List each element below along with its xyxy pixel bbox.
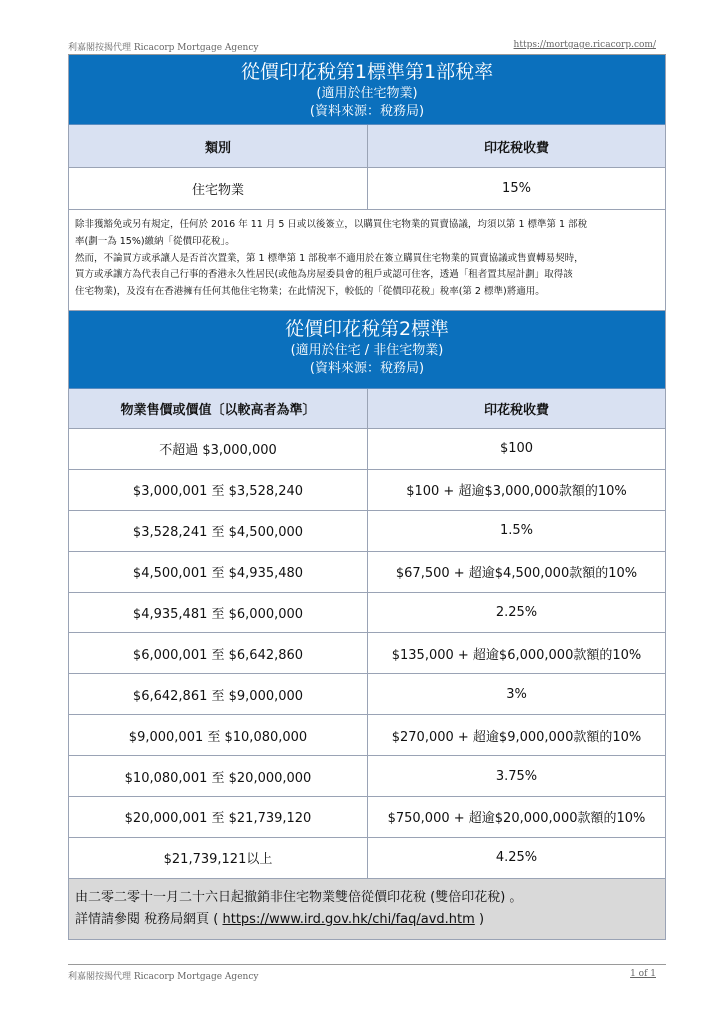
duty-cell: $100 + 超逾$3,000,000款額的10%: [367, 470, 665, 510]
duty-cell: 1.5%: [367, 511, 665, 551]
section1-subtitle: (適用於住宅物業): [316, 86, 418, 101]
table-row: [69, 838, 665, 879]
table-row: [69, 756, 665, 797]
section2-banner: [69, 311, 665, 389]
section1-note: [69, 210, 665, 311]
section1-table-header: [69, 125, 665, 168]
note-line-1: 由二零二零十一月二十六日起撤銷非住宅物業雙倍從價印花稅 (雙倍印花稅) 。: [75, 889, 523, 905]
section2-subtitle: (適用於住宅 / 非住宅物業): [290, 343, 444, 358]
value-range-cell: $3,528,241 至 $4,500,000: [132, 525, 304, 541]
note-line-2-prefix: 詳情請參閱 稅務局網頁 (: [75, 911, 223, 927]
footer-agency-name: 利嘉閣按揭代理 Ricacorp Mortgage Agency: [68, 972, 259, 982]
page-footer: [68, 969, 656, 982]
section2-table-header: [69, 389, 665, 429]
duty-cell: $135,000 + 超逾$6,000,000款額的10%: [367, 633, 665, 673]
duty-rate-cell: 15%: [367, 168, 665, 209]
header-agency-name: 利嘉閣按揭代理 Ricacorp Mortgage Agency: [68, 43, 259, 53]
value-range-cell: $20,000,001 至 $21,739,120: [124, 811, 312, 827]
page-header: [68, 40, 656, 54]
note-line-2: [75, 909, 659, 931]
header-website-link[interactable]: https://mortgage.ricacorp.com/: [513, 40, 656, 50]
note-line: 除非獲豁免或另有規定，任何於 2016 年 11 月 5 日或以後簽立，以購買住宅物業的買賣協議，均須以第 1 標準第 1 部稅: [75, 219, 588, 230]
section2-source: (資料來源：稅務局): [309, 361, 425, 376]
note-line: 買方或承讓方為代表自己行事的香港永久性居民(或他為房屋委員會的租戶或認可住客，透過「租者置其屋計劃」取得該: [75, 269, 573, 281]
table-row: [69, 797, 665, 838]
table-row: [69, 511, 665, 552]
value-range-cell: $21,739,121以上: [163, 852, 273, 868]
table-row: [69, 593, 665, 634]
stamp-duty-document: [68, 55, 666, 940]
duty-cell: 2.25%: [367, 593, 665, 633]
section1-col-duty: 印花稅收費: [367, 125, 665, 167]
property-type-cell: 住宅物業: [191, 183, 244, 198]
duty-cell: $270,000 + 超逾$9,000,000款額的10%: [367, 715, 665, 755]
table-row: [69, 674, 665, 715]
table-row: [69, 470, 665, 511]
section1-col-category: 類別: [204, 140, 231, 156]
double-stamp-duty-note: [69, 879, 665, 940]
section1-title: 從價印花稅第1標準第1部稅率: [240, 61, 494, 83]
duty-cell: 4.25%: [367, 838, 665, 878]
value-range-cell: $3,000,001 至 $3,528,240: [132, 484, 304, 500]
value-range-cell: $4,500,001 至 $4,935,480: [132, 566, 304, 582]
value-range-cell: $10,080,001 至 $20,000,000: [124, 770, 312, 786]
section2-col-duty: 印花稅收費: [367, 389, 665, 428]
section2-title: 從價印花稅第2標準: [284, 318, 450, 340]
note-line-2-suffix: ): [474, 911, 485, 927]
duty-cell: $100: [367, 429, 665, 469]
footer-divider: [68, 964, 666, 965]
ird-faq-link[interactable]: https://www.ird.gov.hk/chi/faq/avd.htm: [222, 911, 475, 927]
note-line: 住宅物業)，及沒有在香港擁有任何其他住宅物業；在此情況下，較低的「從價印花稅」稅率(第 2 標準)將適用。: [75, 286, 545, 298]
section1-source: (資料來源：稅務局): [309, 104, 425, 119]
page-number: 1 of 1: [630, 969, 656, 979]
value-range-cell: $9,000,001 至 $10,080,000: [128, 729, 308, 745]
note-line: 率(劃一為 15%)繳納「從價印花稅」。: [75, 235, 235, 247]
duty-cell: $750,000 + 超逾$20,000,000款額的10%: [367, 797, 665, 837]
table-row: [69, 429, 665, 470]
duty-cell: 3%: [367, 674, 665, 714]
value-range-cell: $4,935,481 至 $6,000,000: [132, 607, 304, 622]
table-row: [69, 552, 665, 593]
table-row: [69, 168, 665, 210]
duty-cell: $67,500 + 超逾$4,500,000款額的10%: [367, 552, 665, 592]
duty-cell: 3.75%: [367, 756, 665, 796]
note-line: 然而，不論買方或承讓人是否首次置業，第 1 標準第 1 部稅率不適用於在簽立購買住宅物業的買賣協議或售賣轉易契時，: [75, 252, 584, 264]
value-range-cell: $6,642,861 至 $9,000,000: [132, 688, 304, 704]
section1-banner: [69, 55, 665, 125]
table-row: [69, 633, 665, 674]
section2-col-value: 物業售價或價值〔以較高者為準〕: [120, 403, 316, 418]
value-range-cell: $6,000,001 至 $6,642,860: [132, 647, 304, 663]
value-range-cell: 不超過 $3,000,000: [159, 443, 277, 459]
table-row: [69, 715, 665, 756]
